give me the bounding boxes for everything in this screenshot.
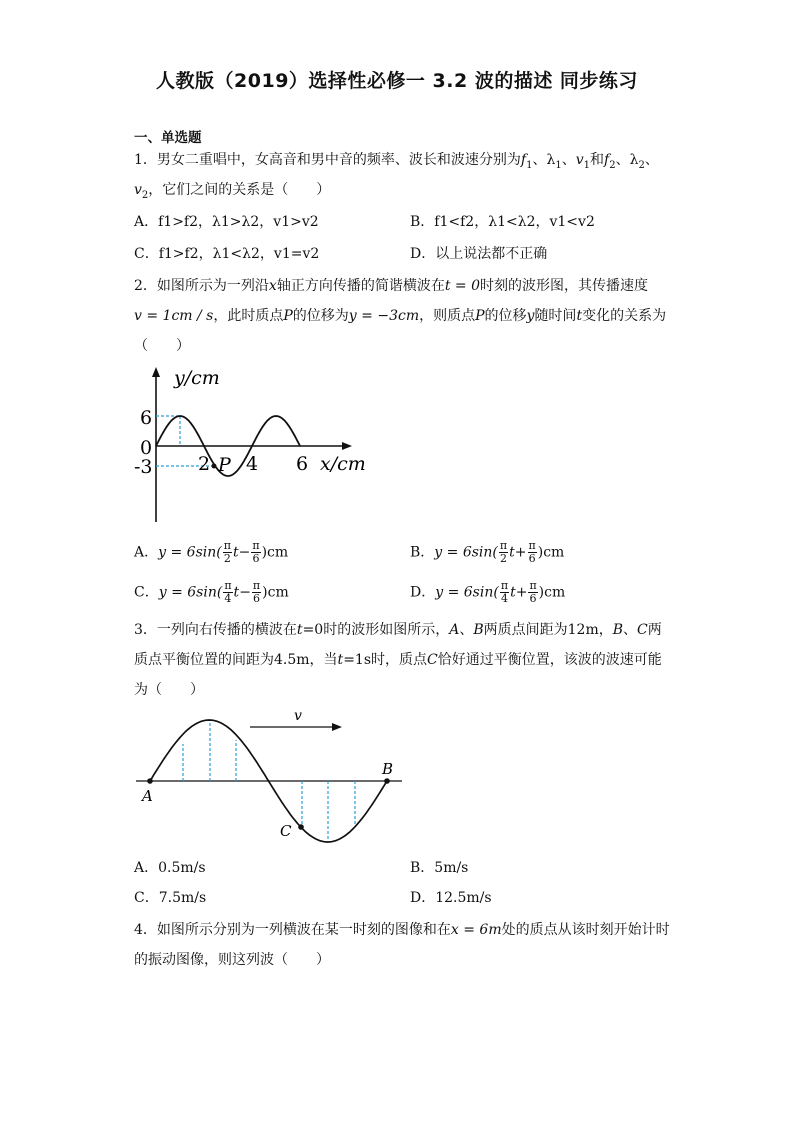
q2-line2: v = 1cm / s，此时质点P的位移为y = −3cm，则质点P的位移y随时间t变化的关系为 — [134, 308, 667, 324]
q3-line3: 为（ ） — [134, 682, 204, 698]
velocity-label: v — [294, 708, 302, 724]
q2-option-a: A．y = 6sin( $\frac{\pi}{2}$ t− $\frac{\pi}{6}$ )cm — [134, 539, 289, 565]
q2-option-d: D．y = 6sin( $\frac{\pi}{4}$ t+ $\frac{\pi}{6}$ )cm — [410, 579, 566, 605]
point-a-label: A — [142, 787, 153, 805]
q1-line2: $v_2$，它们之间的关系是（ ） — [134, 182, 331, 201]
q1-option-b: B．f1<f2，λ1<λ2，v1<v2 — [410, 214, 595, 230]
q3-option-c: C．7.5m/s — [134, 890, 207, 906]
point-a — [147, 778, 153, 784]
tick-x-2: 2 — [198, 453, 211, 475]
point-c-label: C — [280, 822, 292, 840]
q3-wave-graph — [130, 700, 410, 850]
q1-option-c: C．f1>f2，λ1<λ2，v1=v2 — [134, 246, 320, 262]
tick-x-6: 6 — [296, 453, 309, 475]
tick-y-6: 6 — [140, 407, 153, 429]
q4-line2: 的振动图像，则这列波（ ） — [134, 952, 330, 968]
q1-option-d: D．以上说法都不正确 — [410, 246, 548, 262]
point-c — [298, 824, 304, 830]
y-axis-arrow — [152, 367, 160, 377]
tick-y-neg3: -3 — [134, 456, 153, 478]
point-p — [212, 464, 217, 469]
q2-wave-graph — [130, 362, 380, 527]
section-heading: 一、单选题 — [134, 130, 202, 146]
q3-option-b: B．5m/s — [410, 860, 469, 876]
q3-option-d: D．12.5m/s — [410, 890, 492, 906]
y-axis-label: y/cm — [174, 367, 220, 389]
point-p-label: P — [218, 454, 231, 476]
q1-option-a: A．f1>f2，λ1>λ2，v1>v2 — [134, 214, 319, 230]
q2-line3: （ ） — [134, 338, 190, 354]
tick-y-0: 0 — [140, 437, 153, 459]
q2-option-c: C．y = 6sin( $\frac{\pi}{4}$ t− $\frac{\pi}{6}$ )cm — [134, 579, 289, 605]
x-axis-label: x/cm — [320, 453, 366, 475]
q3-option-a: A．0.5m/s — [134, 860, 206, 876]
x-axis-arrow — [342, 442, 352, 450]
q3-line2: 质点平衡位置的间距为4.5m，当t=1s时，质点C恰好通过平衡位置，该波的波速可能 — [134, 652, 662, 668]
q4-line1: 4．如图所示分别为一列横波在某一时刻的图像和在x = 6m处的质点从该时刻开始计时 — [134, 922, 670, 938]
q3-line1: 3．一列向右传播的横波在t=0时的波形如图所示，A、B两质点间距为12m，B、C两 — [134, 622, 662, 638]
page-title: 人教版（2019）选择性必修一 3.2 波的描述 同步练习 — [156, 70, 638, 92]
tick-x-4: 4 — [246, 453, 259, 475]
q2-line1: 2．如图所示为一列沿x轴正方向传播的简谐横波在t = 0时刻的波形图，其传播速度 — [134, 278, 648, 294]
q1-line1: 1．男女二重唱中，女高音和男中音的频率、波长和波速分别为$f_1$、$\lambda_1$、$v_1$和$f_2$、$\lambda_2$、 — [134, 152, 659, 171]
point-b — [384, 778, 390, 784]
velocity-arrowhead — [332, 723, 342, 731]
point-b-label: B — [382, 760, 394, 778]
q2-option-b: B．y = 6sin( $\frac{\pi}{2}$ t+ $\frac{\pi}{6}$ )cm — [410, 539, 565, 565]
